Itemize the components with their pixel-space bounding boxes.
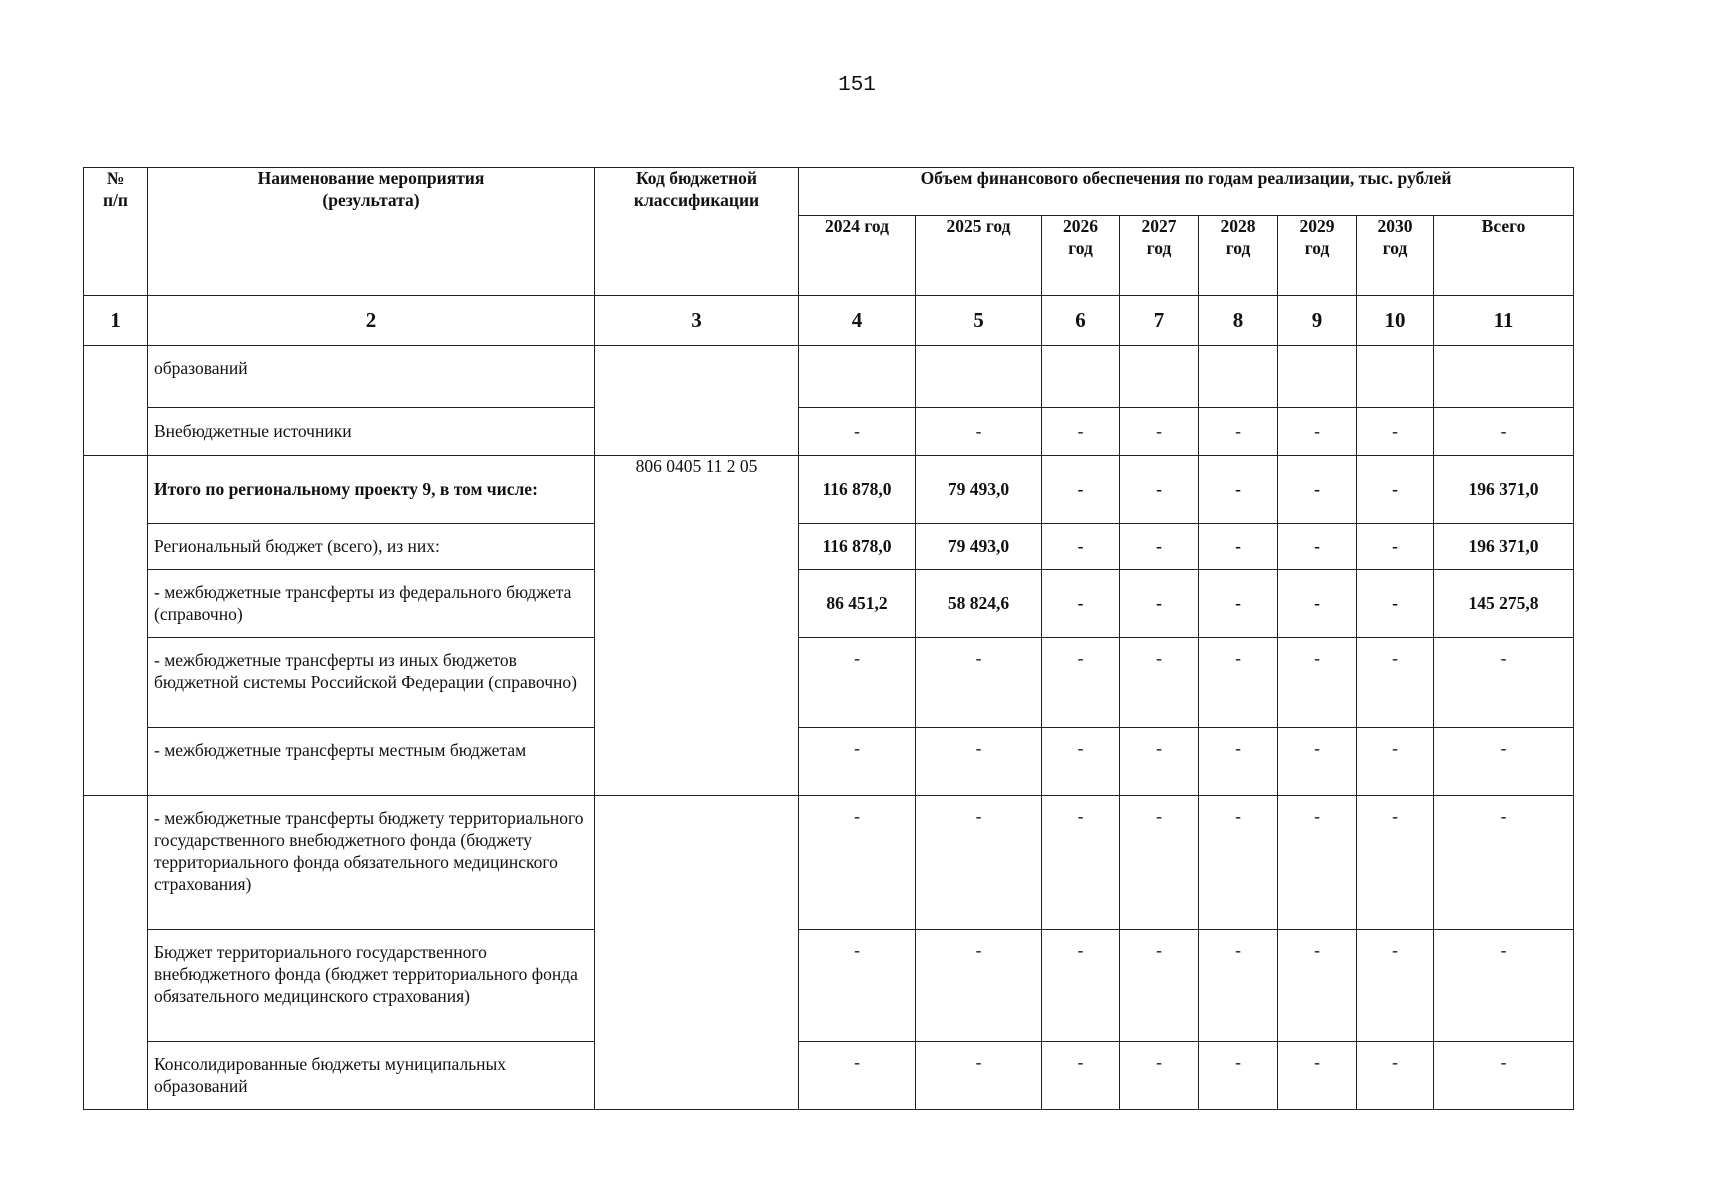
header-number	[84, 168, 148, 296]
value-cell	[799, 346, 916, 408]
value-cell: 145 275,8	[1434, 570, 1574, 638]
row-name: - межбюджетные трансферты из федерального бюджета (справочно)	[148, 570, 595, 638]
row-name: Региональный бюджет (всего), из них:	[148, 524, 595, 570]
value-cell: -	[1357, 524, 1434, 570]
code-cell	[595, 346, 799, 456]
value-cell: -	[1199, 930, 1278, 1042]
header-year	[1199, 216, 1278, 296]
table-row	[84, 570, 1574, 638]
value-cell: -	[1278, 524, 1357, 570]
header-year-label: 2024 год	[825, 216, 889, 236]
value-cell: -	[1042, 930, 1120, 1042]
value-cell: -	[799, 930, 916, 1042]
value-cell: -	[1042, 524, 1120, 570]
table-row	[84, 524, 1574, 570]
value-cell	[916, 346, 1042, 408]
table-row	[84, 346, 1574, 408]
value-cell: -	[1434, 930, 1574, 1042]
value-cell: -	[1357, 1042, 1434, 1110]
value-cell: -	[1199, 456, 1278, 524]
value-cell: -	[1357, 570, 1434, 638]
value-cell: -	[916, 1042, 1042, 1110]
value-cell: -	[1042, 408, 1120, 456]
value-cell: 86 451,2	[799, 570, 916, 638]
header-year	[799, 216, 916, 296]
value-cell: -	[799, 796, 916, 930]
header-year-suffix: год	[1382, 237, 1408, 258]
value-cell: -	[1120, 524, 1199, 570]
value-cell: -	[1120, 456, 1199, 524]
value-cell: -	[916, 728, 1042, 796]
column-number: 1	[84, 296, 148, 346]
row-number-cell	[84, 346, 148, 456]
header-code	[595, 168, 799, 296]
value-cell: -	[1278, 796, 1357, 930]
table-row	[84, 638, 1574, 728]
value-cell: -	[1434, 408, 1574, 456]
value-cell: -	[1357, 408, 1434, 456]
value-cell: -	[1434, 728, 1574, 796]
row-name: Итого по региональному проекту 9, в том числе:	[148, 456, 595, 524]
value-cell: -	[1278, 1042, 1357, 1110]
column-number: 8	[1199, 296, 1278, 346]
value-cell: 116 878,0	[799, 524, 916, 570]
table-row	[84, 456, 1574, 524]
table-row	[84, 408, 1574, 456]
table-row	[84, 728, 1574, 796]
header-total: Всего	[1434, 216, 1574, 296]
value-cell: -	[1199, 728, 1278, 796]
value-cell: -	[916, 638, 1042, 728]
value-cell: -	[1357, 456, 1434, 524]
table-row	[84, 1042, 1574, 1110]
column-number: 11	[1434, 296, 1574, 346]
column-number: 3	[595, 296, 799, 346]
value-cell: 196 371,0	[1434, 524, 1574, 570]
value-cell: 116 878,0	[799, 456, 916, 524]
value-cell: -	[1120, 1042, 1199, 1110]
value-cell: -	[1278, 638, 1357, 728]
value-cell: -	[1199, 1042, 1278, 1110]
value-cell	[1042, 346, 1120, 408]
header-year-label: 2025 год	[946, 216, 1011, 236]
value-cell: -	[916, 796, 1042, 930]
value-cell: -	[1199, 570, 1278, 638]
column-number: 7	[1120, 296, 1199, 346]
value-cell: -	[799, 408, 916, 456]
value-cell: -	[1278, 728, 1357, 796]
value-cell	[1434, 346, 1574, 408]
value-cell: -	[1434, 638, 1574, 728]
budget-code: 806 0405 11 2 05	[595, 456, 799, 796]
header-row	[84, 168, 1574, 216]
value-cell: 79 493,0	[916, 456, 1042, 524]
value-cell: 79 493,0	[916, 524, 1042, 570]
row-number-cell	[84, 456, 148, 796]
header-year	[1042, 216, 1120, 296]
value-cell: -	[799, 638, 916, 728]
column-number: 6	[1042, 296, 1120, 346]
value-cell: -	[1357, 638, 1434, 728]
value-cell: 58 824,6	[916, 570, 1042, 638]
header-year	[1278, 216, 1357, 296]
code-cell	[595, 796, 799, 1110]
header-name	[148, 168, 595, 296]
value-cell: -	[916, 408, 1042, 456]
header-year-suffix: год	[1304, 237, 1330, 258]
page-number: 151	[838, 74, 876, 97]
value-cell	[1278, 346, 1357, 408]
header-year-suffix: год	[1146, 237, 1172, 258]
value-cell: -	[1357, 930, 1434, 1042]
value-cell: -	[1357, 796, 1434, 930]
table-row	[84, 796, 1574, 930]
row-name: Консолидированные бюджеты муниципальных образований	[148, 1042, 595, 1110]
value-cell: -	[1199, 796, 1278, 930]
value-cell: -	[799, 1042, 916, 1110]
value-cell: -	[1120, 930, 1199, 1042]
value-cell: -	[1120, 796, 1199, 930]
column-number: 9	[1278, 296, 1357, 346]
value-cell: -	[1434, 1042, 1574, 1110]
table-row	[84, 930, 1574, 1042]
column-number: 10	[1357, 296, 1434, 346]
header-year	[1120, 216, 1199, 296]
value-cell: -	[1120, 728, 1199, 796]
row-name: Бюджет территориального государственного внебюджетного фонда (бюджет территориального фонда обязательного медицинского страхования)	[148, 930, 595, 1042]
value-cell	[1120, 346, 1199, 408]
column-numbers-row	[84, 296, 1574, 346]
column-number: 4	[799, 296, 916, 346]
column-number: 2	[148, 296, 595, 346]
row-name: - межбюджетные трансферты бюджету территориального государственного внебюджетного фонда (бюджету территориального фонда обязательного медицинского страхования)	[148, 796, 595, 930]
header-year-label: 2030	[1377, 216, 1413, 236]
header-volume: Объем финансового обеспечения по годам реализации, тыс. рублей	[799, 168, 1574, 216]
value-cell: -	[1357, 728, 1434, 796]
value-cell: -	[799, 728, 916, 796]
column-number: 5	[916, 296, 1042, 346]
value-cell: -	[1042, 638, 1120, 728]
value-cell: -	[916, 930, 1042, 1042]
value-cell: -	[1278, 456, 1357, 524]
value-cell	[1199, 346, 1278, 408]
header-name-line1: Наименование мероприятия	[257, 168, 485, 188]
value-cell: -	[1120, 638, 1199, 728]
header-year-suffix: год	[1225, 237, 1251, 258]
value-cell: -	[1434, 796, 1574, 930]
value-cell: -	[1199, 408, 1278, 456]
header-year	[916, 216, 1042, 296]
value-cell: -	[1199, 638, 1278, 728]
header-year	[1357, 216, 1434, 296]
value-cell: 196 371,0	[1434, 456, 1574, 524]
value-cell: -	[1120, 408, 1199, 456]
value-cell: -	[1042, 728, 1120, 796]
header-code-line2: классификации	[633, 189, 760, 210]
row-number-cell	[84, 796, 148, 1110]
header-number-line2: п/п	[102, 189, 129, 210]
header-number-line1: №	[106, 168, 125, 188]
header-year-label: 2028	[1220, 216, 1256, 236]
header-name-line2: (результата)	[322, 189, 420, 210]
row-name: образований	[148, 346, 595, 408]
budget-table	[83, 167, 1574, 1110]
header-year-suffix: год	[1068, 237, 1093, 258]
value-cell: -	[1199, 524, 1278, 570]
header-year-label: 2029	[1299, 216, 1335, 236]
row-name: - межбюджетные трансферты местным бюджетам	[148, 728, 595, 796]
value-cell: -	[1042, 1042, 1120, 1110]
header-year-label: 2026	[1063, 216, 1098, 236]
value-cell: -	[1042, 796, 1120, 930]
header-code-line1: Код бюджетной	[635, 168, 757, 188]
value-cell: -	[1120, 570, 1199, 638]
value-cell: -	[1042, 570, 1120, 638]
row-name: - межбюджетные трансферты из иных бюджетов бюджетной системы Российской Федерации (справочно)	[148, 638, 595, 728]
value-cell	[1357, 346, 1434, 408]
value-cell: -	[1278, 408, 1357, 456]
value-cell: -	[1042, 456, 1120, 524]
value-cell: -	[1278, 570, 1357, 638]
row-name: Внебюджетные источники	[148, 408, 595, 456]
value-cell: -	[1278, 930, 1357, 1042]
header-year-label: 2027	[1141, 216, 1177, 236]
